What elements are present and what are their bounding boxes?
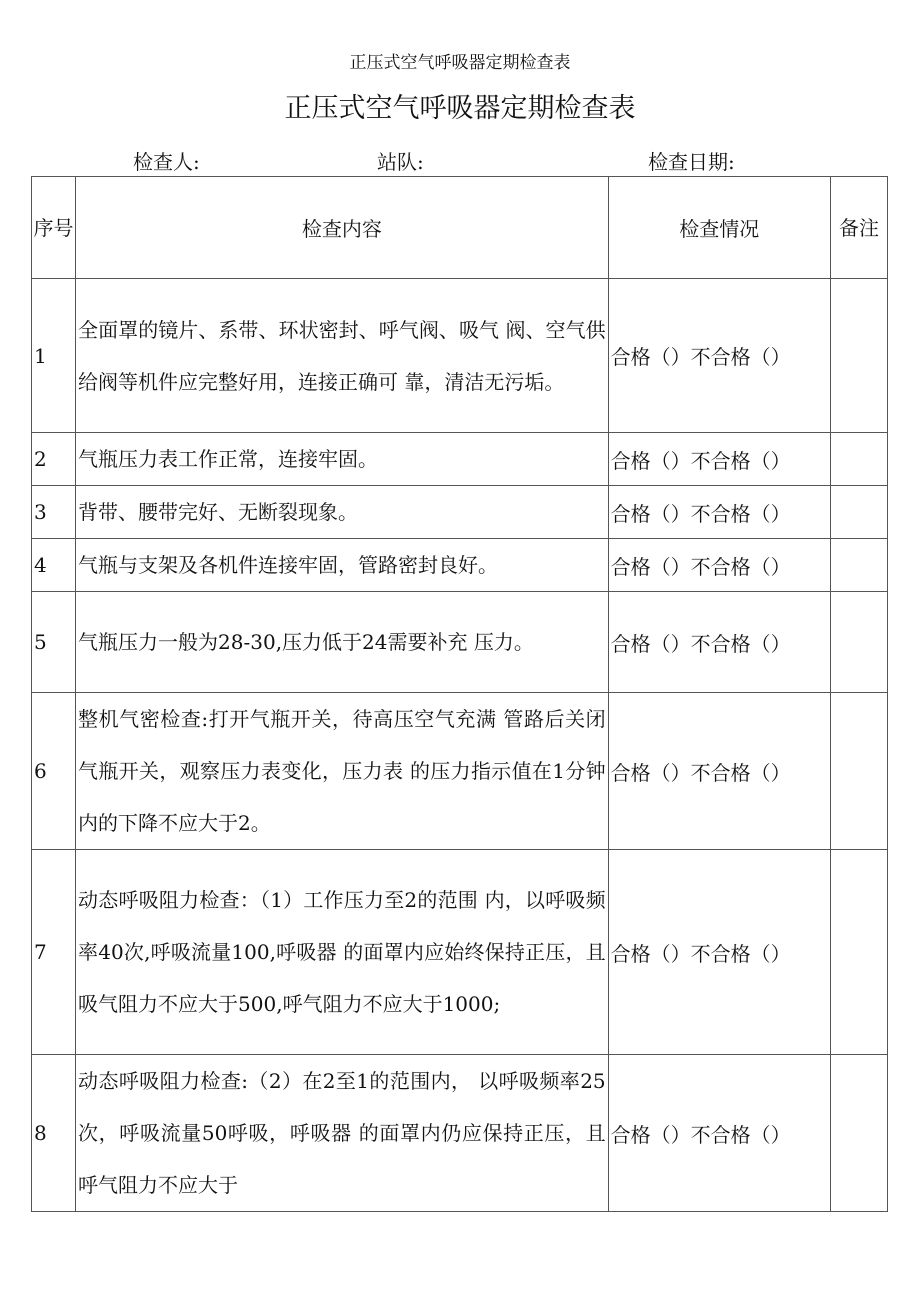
row-status[interactable]: 合格（）不合格（） <box>608 433 830 486</box>
row-content: 动态呼吸阻力检查:（2）在2至1的范围内， 以呼吸频率25次，呼吸流量50呼吸，呼吸器 的面罩内仍应保持正压，且呼气阻力不应大于 <box>76 1055 609 1212</box>
row-status[interactable]: 合格（）不合格（） <box>608 693 830 850</box>
row-number: 6 <box>32 693 76 850</box>
inspection-table <box>31 176 888 1212</box>
date-label: 检查日期: <box>648 150 735 174</box>
table-row <box>32 279 888 433</box>
row-content: 背带、腰带完好、无断裂现象。 <box>76 486 609 539</box>
row-status[interactable]: 合格（）不合格（） <box>608 850 830 1055</box>
row-content: 气瓶压力表工作正常，连接牢固。 <box>76 433 609 486</box>
table-row <box>32 1055 888 1212</box>
row-remark[interactable] <box>830 693 887 850</box>
row-status[interactable]: 合格（）不合格（） <box>608 539 830 592</box>
row-remark[interactable] <box>830 592 887 693</box>
inspector-label: 检查人: <box>133 150 200 174</box>
header-remark: 备注 <box>830 177 887 279</box>
row-remark[interactable] <box>830 850 887 1055</box>
table-row <box>32 433 888 486</box>
header-status: 检查情况 <box>608 177 830 279</box>
running-header: 正压式空气呼吸器定期检查表 <box>349 53 571 73</box>
row-remark[interactable] <box>830 486 887 539</box>
row-status[interactable]: 合格（）不合格（） <box>608 1055 830 1212</box>
row-number: 3 <box>32 486 76 539</box>
row-content: 气瓶压力一般为28-30,压力低于24需要补充 压力。 <box>76 592 609 693</box>
row-remark[interactable] <box>830 1055 887 1212</box>
document-title: 正压式空气呼吸器定期检查表 <box>284 93 636 124</box>
table-row <box>32 592 888 693</box>
header-number: 序号 <box>32 177 76 279</box>
row-number: 1 <box>32 279 76 433</box>
row-remark[interactable] <box>830 279 887 433</box>
row-number: 4 <box>32 539 76 592</box>
table-row <box>32 486 888 539</box>
table-row <box>32 850 888 1055</box>
station-label: 站队: <box>377 150 424 174</box>
row-content: 整机气密检查:打开气瓶开关，待高压空气充满 管路后关闭气瓶开关，观察压力表变化，压力表 的压力指示值在1分钟内的下降不应大于2。 <box>76 693 609 850</box>
row-number: 2 <box>32 433 76 486</box>
header-content: 检查内容 <box>76 177 609 279</box>
row-content: 动态呼吸阻力检查：（1）工作压力至2的范围 内，以呼吸频率40次,呼吸流量100,呼吸器 的面罩内应始终保持正压，且吸气阻力不应大于500,呼气阻力不应大于1000; <box>76 850 609 1055</box>
table-row <box>32 693 888 850</box>
table-row <box>32 539 888 592</box>
row-content: 全面罩的镜片、系带、环状密封、呼气阀、吸气 阀、空气供给阀等机件应完整好用，连接正确可 靠，清洁无污垢。 <box>76 279 609 433</box>
row-status[interactable]: 合格（）不合格（） <box>608 592 830 693</box>
row-number: 8 <box>32 1055 76 1212</box>
row-status[interactable]: 合格（）不合格（） <box>608 486 830 539</box>
row-remark[interactable] <box>830 539 887 592</box>
row-content: 气瓶与支架及各机件连接牢固，管路密封良好。 <box>76 539 609 592</box>
row-remark[interactable] <box>830 433 887 486</box>
row-number: 5 <box>32 592 76 693</box>
table-header-row <box>32 177 888 279</box>
row-number: 7 <box>32 850 76 1055</box>
row-status[interactable]: 合格（）不合格（） <box>608 279 830 433</box>
